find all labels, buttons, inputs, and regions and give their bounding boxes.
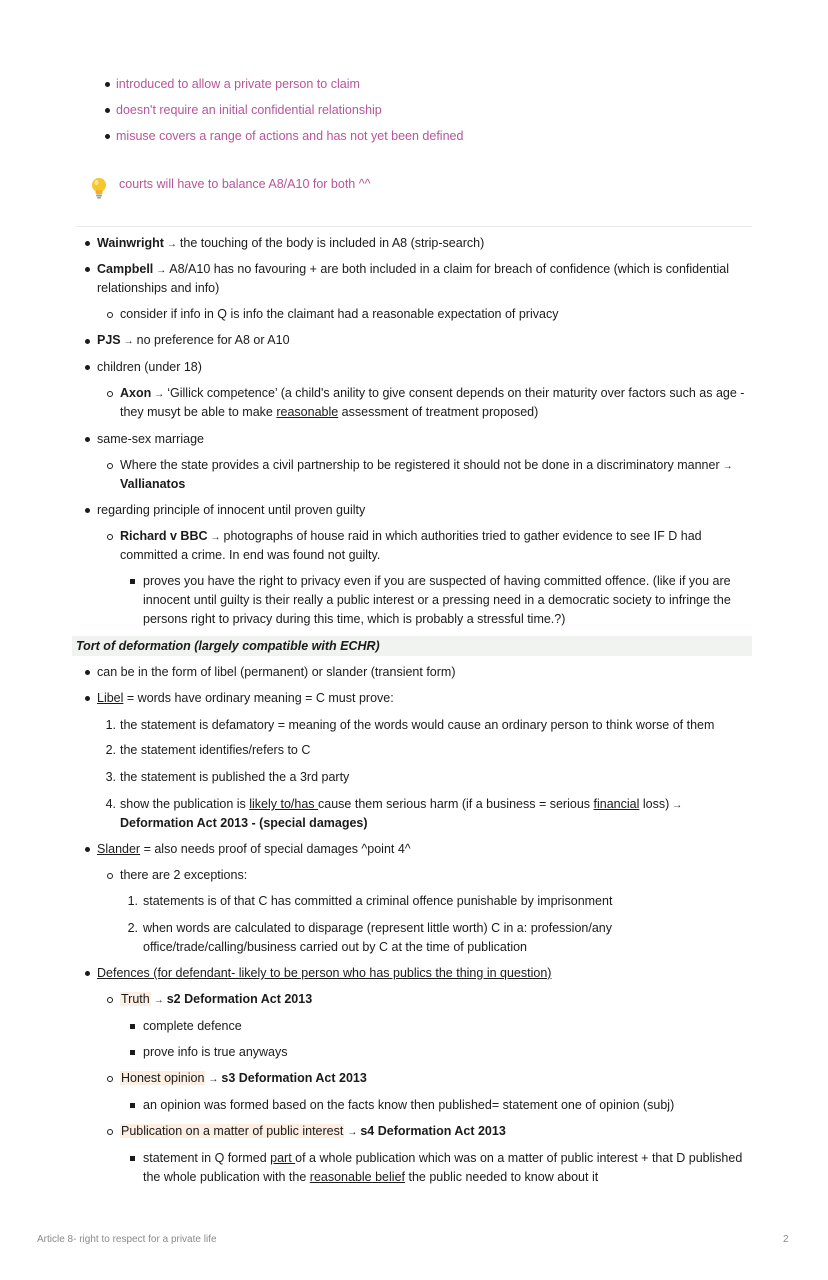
sub-bullet <box>107 1129 113 1135</box>
children-item: children (under 18) <box>97 360 202 374</box>
pjs-item <box>97 331 290 351</box>
defence-public: Publication on a matter of public interest → s4 Deformation Act 2013 <box>121 1124 506 1138</box>
case-name: Wainwright <box>97 236 164 250</box>
vallianatos: Vallianatos <box>120 477 186 491</box>
exceptions-label: there are 2 exceptions: <box>120 868 248 882</box>
case-name: Campbell <box>97 262 154 276</box>
exception-2-line2: office/trade/calling/business carried out by C at the time of publication <box>143 940 528 954</box>
list-number: 2. <box>105 743 116 757</box>
square-bullet <box>130 1103 135 1108</box>
richard-sub1: proves you have the right to privacy even if you are suspected of having committed offence. (like if you are <box>143 574 731 588</box>
arrow-icon: → <box>123 336 134 347</box>
footer-title: Article 8- right to respect for a private life <box>37 1234 217 1245</box>
square-bullet <box>130 1156 135 1161</box>
arrow-icon: → <box>154 389 165 400</box>
libel-point-2: the statement identifies/refers to C <box>120 743 311 757</box>
divider <box>76 226 752 227</box>
list-number: 3. <box>105 770 116 784</box>
arrow-icon: → <box>347 1127 358 1138</box>
sub-bullet <box>107 997 113 1003</box>
case-name: Axon <box>120 386 152 400</box>
defence-truth: Truth → s2 Deformation Act 2013 <box>121 992 313 1006</box>
libel-point-3: the statement is published the a 3rd party <box>120 770 350 784</box>
axon-item <box>120 384 744 404</box>
libel-point-1: the statement is defamatory = meaning of the words would cause an ordinary person to think worse of them <box>120 718 715 732</box>
square-bullet <box>130 1050 135 1055</box>
case-name: Richard v BBC <box>120 529 208 543</box>
sub-bullet <box>107 534 113 540</box>
exception-1: statements is of that C has committed a criminal offence punishable by imprisonment <box>143 894 613 908</box>
page-number: 2 <box>783 1234 789 1245</box>
samesex-item: same-sex marriage <box>97 432 204 446</box>
list-number: 2. <box>127 921 138 935</box>
bullet <box>105 82 110 87</box>
callout-text: courts will have to balance A8/A10 for both ^^ <box>119 177 371 191</box>
forms-item: can be in the form of libel (permanent) or slander (transient form) <box>97 665 456 679</box>
callout-bullet-3: misuse covers a range of actions and has not yet been defined <box>116 129 464 143</box>
arrow-icon: → <box>166 239 177 250</box>
case-name: PJS <box>97 333 121 347</box>
slander-item: Slander = also needs proof of special damages ^point 4^ <box>97 842 411 856</box>
defence-honest: Honest opinion → s3 Deformation Act 2013 <box>121 1071 367 1085</box>
case-text: A8/A10 has no favouring + are both included in a claim for breach of confidence (which is confidential <box>169 262 729 276</box>
bullet <box>85 241 90 246</box>
bullet <box>105 108 110 113</box>
arrow-icon: → <box>210 532 221 543</box>
libel-point-4: show the publication is likely to/has cause them serious harm (if a business = serious financial loss) → <box>120 795 685 815</box>
richard-sub2: innocent until guilty is their really a public interest or a pressing need in a democratic society to infringe the <box>143 593 731 607</box>
bullet <box>85 670 90 675</box>
sub-bullet <box>107 312 113 318</box>
libel-item: Libel = words have ordinary meaning = C must prove: <box>97 691 394 705</box>
campbell-sub: consider if info in Q is info the claimant had a reasonable expectation of privacy <box>120 307 559 321</box>
richard-sub3: persons right to privacy during this time, which is probably a stressful time.?) <box>143 612 566 626</box>
callout-bullet-1: introduced to allow a private person to claim <box>116 77 360 91</box>
bullet <box>85 847 90 852</box>
bullet <box>85 267 90 272</box>
richard-line2: committed a crime. In end was found not guilty. <box>120 548 381 562</box>
public-point-1: statement in Q formed part of a whole publication which was on a matter of public interest + that D published <box>143 1151 743 1165</box>
arrow-icon: → <box>672 800 683 811</box>
arrow-icon: → <box>722 461 733 472</box>
libel-point-4-act: Deformation Act 2013 - (special damages) <box>120 816 368 830</box>
arrow-icon: → <box>208 1074 219 1085</box>
arrow-icon: → <box>153 995 164 1006</box>
truth-point-2: prove info is true anyways <box>143 1045 288 1059</box>
bullet <box>85 971 90 976</box>
list-number: 4. <box>105 797 116 811</box>
square-bullet <box>130 1024 135 1029</box>
campbell-item <box>97 260 729 280</box>
arrow-icon: → <box>156 265 167 276</box>
richard-item: Richard v BBC → photographs of house raid in which authorities tried to gather evidence to see IF D had <box>120 529 702 543</box>
sub-bullet <box>107 1076 113 1082</box>
sub-bullet <box>107 391 113 397</box>
bullet <box>85 696 90 701</box>
sub-bullet <box>107 463 113 469</box>
exception-2: when words are calculated to disparage (represent little worth) C in a: profession/any <box>143 921 612 935</box>
section-heading: Tort of deformation (largely compatible with ECHR) <box>76 639 380 653</box>
bullet <box>85 508 90 513</box>
bullet <box>85 437 90 442</box>
defences-item: Defences (for defendant- likely to be person who has publics the thing in question) <box>97 966 552 980</box>
square-bullet <box>130 579 135 584</box>
bullet <box>85 339 90 344</box>
sub-bullet <box>107 873 113 879</box>
list-number: 1. <box>127 894 138 908</box>
callout-bullet-2: doesn't require an initial confidential relationship <box>116 103 382 117</box>
case-text: ‘Gillick competence’ (a child's anility to give consent depends on their maturity over factors such as age - <box>167 386 745 400</box>
case-text: no preference for A8 or A10 <box>136 333 290 347</box>
campbell-line2: relationships and info) <box>97 281 220 295</box>
samesex-sub: Where the state provides a civil partnership to be registered it should not be done in a discriminatory manner → <box>120 456 736 476</box>
public-point-1-line2: the whole publication with the reasonable belief the public needed to know about it <box>143 1170 599 1184</box>
axon-line2: they musyt be able to make reasonable assessment of treatment proposed) <box>120 405 539 419</box>
lightbulb-icon <box>89 176 109 200</box>
wainwright-item <box>97 234 484 254</box>
truth-point-1: complete defence <box>143 1019 242 1033</box>
bullet <box>85 365 90 370</box>
bullet <box>105 134 110 139</box>
list-number: 1. <box>105 718 116 732</box>
innocent-item: regarding principle of innocent until proven guilty <box>97 503 366 517</box>
case-text: the touching of the body is included in A8 (strip-search) <box>179 236 485 250</box>
honest-point-1: an opinion was formed based on the facts know then published= statement one of opinion (subj) <box>143 1098 675 1112</box>
